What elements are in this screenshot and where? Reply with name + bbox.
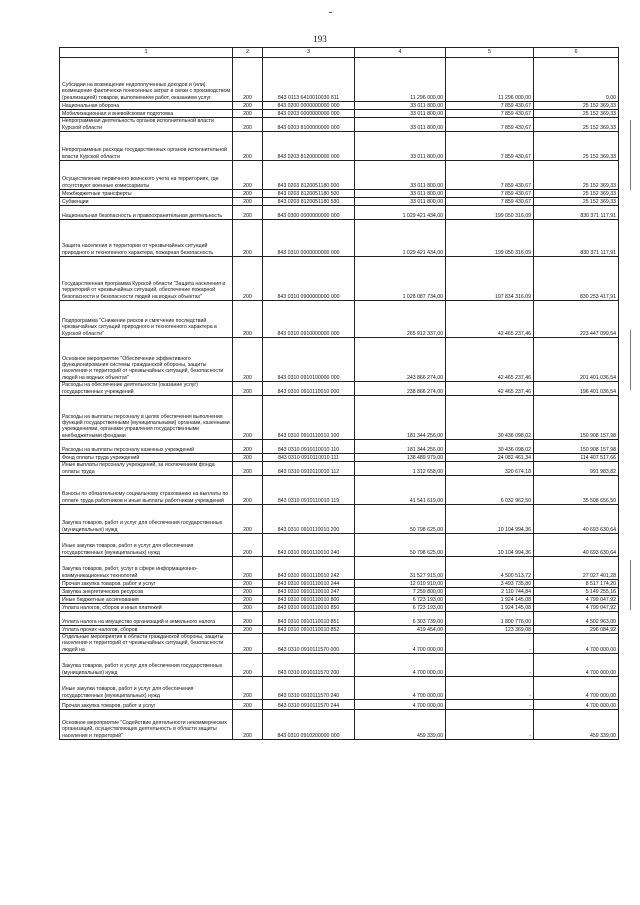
- row-approved-amount: 4 700 000,00: [355, 700, 446, 710]
- row-budget-code: 843 0300 0000000000 000: [263, 206, 355, 220]
- table-row: [60, 677, 619, 700]
- col-header: 6: [534, 48, 619, 58]
- row-remaining-amount: 150 908 157,98: [534, 440, 619, 454]
- col-header: 5: [446, 48, 534, 58]
- row-approved-amount: 238 866 274,00: [355, 382, 446, 396]
- row-approved-amount: 1 312 658,00: [355, 462, 446, 476]
- row-name: Основное мероприятие "Содействие деятельности некоммерческих организаций, осуществляющих деятельность в области защиты населения и территорий": [60, 710, 233, 740]
- row-remaining-amount: 25 152 369,33: [534, 161, 619, 190]
- row-name: Непрограммная деятельность органов исполнительной власти Курской области: [60, 118, 233, 132]
- row-remaining-amount: 35 508 656,50: [534, 476, 619, 505]
- row-admin-code: 200: [233, 396, 263, 440]
- row-approved-amount: 6 723 193,00: [355, 604, 446, 612]
- row-admin-code: 200: [233, 604, 263, 612]
- row-executed-amount: 2 110 744,84: [446, 588, 534, 596]
- row-name: Закупка товаров, работ и услуг для обеспечения государственных (муниципальных) нужд: [60, 505, 233, 534]
- row-remaining-amount: 27 027 401,28: [534, 557, 619, 580]
- row-approved-amount: 33 011 800,00: [355, 102, 446, 110]
- row-remaining-amount: 25 152 369,33: [534, 198, 619, 206]
- row-name: Иные выплаты персоналу учреждений, за исключением фонда оплаты труда: [60, 462, 233, 476]
- row-admin-code: 200: [233, 505, 263, 534]
- row-budget-code: 843 0310 0910110010 200: [263, 505, 355, 534]
- row-admin-code: 200: [233, 612, 263, 626]
- row-name: Закупка товаров, работ, услуг в сфере информационно-коммуникационных технологий: [60, 557, 233, 580]
- row-remaining-amount: 8 517 174,20: [534, 580, 619, 588]
- row-budget-code: 843 0310 0910110010 800: [263, 596, 355, 604]
- row-remaining-amount: 4 700 000,00: [534, 700, 619, 710]
- row-executed-amount: 197 834 316,09: [446, 257, 534, 301]
- row-budget-code: 843 0310 0910110010 119: [263, 476, 355, 505]
- table-row: [60, 220, 619, 257]
- row-admin-code: 200: [233, 534, 263, 557]
- row-remaining-amount: 25 152 369,33: [534, 132, 619, 161]
- table-row: [60, 396, 619, 440]
- col-header: 4: [355, 48, 446, 58]
- row-budget-code: 843 0310 0910110010 242: [263, 557, 355, 580]
- row-executed-amount: 199 050 316,09: [446, 220, 534, 257]
- row-budget-code: 843 0310 0910111570 240: [263, 677, 355, 700]
- row-budget-code: 843 0310 0910110010 850: [263, 604, 355, 612]
- row-name: Межбюджетные трансферты: [60, 190, 233, 198]
- row-name: Взносы по обязательному социальному страхованию на выплаты по оплате труда работников и иные выплаты работникам учреждений: [60, 476, 233, 505]
- row-budget-code: 843 0200 0000000000 000: [263, 102, 355, 110]
- row-approved-amount: 31 527 915,00: [355, 557, 446, 580]
- row-name: Иные закупки товаров, работ и услуг для обеспечения государственных (муниципальных) нужд: [60, 534, 233, 557]
- row-approved-amount: 33 011 800,00: [355, 110, 446, 118]
- row-approved-amount: 4 700 000,00: [355, 677, 446, 700]
- row-executed-amount: 7 859 430,67: [446, 110, 534, 118]
- row-budget-code: 843 0310 0910111570 244: [263, 700, 355, 710]
- row-budget-code: 843 0203 8120051180 500: [263, 190, 355, 198]
- row-remaining-amount: 25 152 369,33: [534, 102, 619, 110]
- table-row: [60, 301, 619, 338]
- row-approved-amount: 12 010 910,00: [355, 580, 446, 588]
- row-budget-code: 843 0310 0000000000 000: [263, 220, 355, 257]
- table-row: [60, 454, 619, 462]
- row-executed-amount: 11 296 000,00: [446, 58, 534, 102]
- row-name: Субсидии на возмещение недополученных доходов и (или) возмещение фактически понесенных затрат в связи с производством (реализацией) товаров, выполнением работ, оказанием услуг: [60, 58, 233, 102]
- table-row: [60, 190, 619, 198]
- row-name: Защита населения и территории от чрезвычайных ситуаций природного и техногенного характера, пожарная безопасность: [60, 220, 233, 257]
- table-row: [60, 102, 619, 110]
- table-row: [60, 382, 619, 396]
- row-executed-amount: 42 465 237,46: [446, 382, 534, 396]
- row-approved-amount: 459 339,00: [355, 710, 446, 740]
- row-remaining-amount: 4 700 000,00: [534, 654, 619, 677]
- table-row: [60, 198, 619, 206]
- row-approved-amount: 11 296 000,00: [355, 58, 446, 102]
- row-admin-code: 200: [233, 634, 263, 654]
- row-admin-code: 200: [233, 132, 263, 161]
- row-remaining-amount: 40 693 630,64: [534, 505, 619, 534]
- row-budget-code: 843 0310 0910110010 244: [263, 580, 355, 588]
- row-executed-amount: 1 924 145,08: [446, 604, 534, 612]
- row-name: Осуществление первичного воинского учета на территориях, где отсутствуют военные комиссариаты: [60, 161, 233, 190]
- row-name: Подпрограмма "Снижение рисков и смягчение последствий чрезвычайных ситуаций природного и техногенного характера в Курской области": [60, 301, 233, 338]
- table-row: [60, 604, 619, 612]
- table-row: [60, 626, 619, 634]
- row-budget-code: 843 0310 0910200000 000: [263, 710, 355, 740]
- row-budget-code: 843 0310 0910110010 100: [263, 396, 355, 440]
- row-admin-code: 200: [233, 476, 263, 505]
- row-remaining-amount: 0,00: [534, 58, 619, 102]
- table-row: [60, 118, 619, 132]
- col-header: 2: [233, 48, 263, 58]
- row-budget-code: 843 0310 0910000000 000: [263, 301, 355, 338]
- row-budget-code: 843 0310 0910110010 111: [263, 454, 355, 462]
- row-name: Расходы на обеспечение деятельности (оказание услуг) государственных учреждений: [60, 382, 233, 396]
- row-approved-amount: 6 303 739,00: [355, 612, 446, 626]
- row-name: Основное мероприятие "Обеспечение эффективного функционирования системы гражданской обороны, защиты населения и территорий от чрезвычайных ситуаций, безопасности людей на водных объектах": [60, 338, 233, 382]
- row-budget-code: 843 0310 0910111570 200: [263, 654, 355, 677]
- row-remaining-amount: 40 693 630,64: [534, 534, 619, 557]
- row-approved-amount: 138 489 979,00: [355, 454, 446, 462]
- col-header: 1: [60, 48, 233, 58]
- row-approved-amount: 6 723 193,00: [355, 596, 446, 604]
- row-executed-amount: 24 082 461,34: [446, 454, 534, 462]
- row-admin-code: 200: [233, 440, 263, 454]
- row-budget-code: 843 0310 0900000000 000: [263, 257, 355, 301]
- scan-mark: [329, 12, 332, 13]
- row-budget-code: 843 0310 0910111570 000: [263, 634, 355, 654]
- row-executed-amount: 7 859 430,67: [446, 198, 534, 206]
- row-executed-amount: 7 859 430,67: [446, 161, 534, 190]
- row-admin-code: 200: [233, 161, 263, 190]
- row-remaining-amount: 830 253 417,91: [534, 257, 619, 301]
- row-budget-code: 843 0113 6410010030 811: [263, 58, 355, 102]
- row-executed-amount: 42 465 237,46: [446, 301, 534, 338]
- row-remaining-amount: 5 149 255,16: [534, 588, 619, 596]
- row-budget-code: 843 0203 8120051180 530: [263, 198, 355, 206]
- row-admin-code: 200: [233, 257, 263, 301]
- row-admin-code: 200: [233, 710, 263, 740]
- table-row: [60, 534, 619, 557]
- row-approved-amount: 243 866 274,00: [355, 338, 446, 382]
- row-budget-code: 843 0310 0910110010 852: [263, 626, 355, 634]
- row-remaining-amount: 201 401 036,54: [534, 338, 619, 382]
- row-executed-amount: 4 500 513,72: [446, 557, 534, 580]
- row-approved-amount: 33 011 800,00: [355, 161, 446, 190]
- page-number: 193: [313, 34, 327, 44]
- row-remaining-amount: 25 152 369,33: [534, 118, 619, 132]
- row-name: Национальная безопасность и правоохранительная деятельность: [60, 206, 233, 220]
- table-row: [60, 580, 619, 588]
- row-budget-code: 843 0310 0910110010 000: [263, 382, 355, 396]
- row-admin-code: 200: [233, 220, 263, 257]
- row-budget-code: 843 0203 8100000000 000: [263, 118, 355, 132]
- row-name: Уплата налогов, сборов и иных платежей: [60, 604, 233, 612]
- table-row: [60, 462, 619, 476]
- row-name: Иные бюджетные ассигнования: [60, 596, 233, 604]
- row-name: Отдельные мероприятия в области гражданской обороны, защиты населения и территорий от чрезвычайных ситуаций, безопасности людей на: [60, 634, 233, 654]
- row-admin-code: 200: [233, 596, 263, 604]
- row-approved-amount: 50 798 625,00: [355, 505, 446, 534]
- row-name: Фонд оплаты труда учреждений: [60, 454, 233, 462]
- row-remaining-amount: 4 799 047,92: [534, 596, 619, 604]
- row-budget-code: 843 0310 0910110010 110: [263, 440, 355, 454]
- row-admin-code: 200: [233, 382, 263, 396]
- row-admin-code: 200: [233, 301, 263, 338]
- row-approved-amount: 4 700 000,00: [355, 634, 446, 654]
- row-executed-amount: 7 859 430,67: [446, 132, 534, 161]
- row-executed-amount: 42 465 237,46: [446, 338, 534, 382]
- scan-mark: [630, 120, 631, 190]
- row-remaining-amount: 25 152 369,33: [534, 110, 619, 118]
- row-budget-code: 843 0310 0910110010 247: [263, 588, 355, 596]
- row-budget-code: 843 0203 8120051180 000: [263, 161, 355, 190]
- row-approved-amount: 41 541 619,00: [355, 476, 446, 505]
- table-row: [60, 654, 619, 677]
- row-remaining-amount: 459 339,00: [534, 710, 619, 740]
- row-admin-code: 200: [233, 677, 263, 700]
- row-approved-amount: 1 028 087 734,00: [355, 257, 446, 301]
- table-row: [60, 476, 619, 505]
- row-name: Мобилизационная и вневойсковая подготовка: [60, 110, 233, 118]
- table-row: [60, 710, 619, 740]
- row-approved-amount: 181 344 256,00: [355, 440, 446, 454]
- row-approved-amount: 4 700 000,00: [355, 654, 446, 677]
- row-admin-code: 200: [233, 102, 263, 110]
- row-remaining-amount: 830 371 117,91: [534, 220, 619, 257]
- table-row: [60, 257, 619, 301]
- row-budget-code: 843 0310 0910110010 851: [263, 612, 355, 626]
- row-executed-amount: 320 674,18: [446, 462, 534, 476]
- row-name: Расходы на выплаты персоналу казенных учреждений: [60, 440, 233, 454]
- row-executed-amount: 123 369,08: [446, 626, 534, 634]
- row-remaining-amount: 150 908 157,98: [534, 396, 619, 440]
- row-budget-code: 843 0310 0910100000 000: [263, 338, 355, 382]
- row-budget-code: 843 0203 8120000000 000: [263, 132, 355, 161]
- row-remaining-amount: 25 152 369,33: [534, 190, 619, 198]
- row-name: Иные закупки товаров, работ и услуг для обеспечения государственных (муниципальных) нужд: [60, 677, 233, 700]
- row-approved-amount: 181 344 256,00: [355, 396, 446, 440]
- row-admin-code: 200: [233, 626, 263, 634]
- row-approved-amount: 33 011 800,00: [355, 118, 446, 132]
- row-executed-amount: 10 104 994,36: [446, 534, 534, 557]
- row-remaining-amount: 4 700 000,00: [534, 677, 619, 700]
- row-approved-amount: 265 912 337,00: [355, 301, 446, 338]
- row-name: Прочая закупка товаров, работ и услуг: [60, 700, 233, 710]
- scan-mark: [630, 560, 631, 610]
- row-executed-amount: -: [446, 677, 534, 700]
- row-executed-amount: -: [446, 654, 534, 677]
- row-name: Закупка товаров, работ и услуг для обеспечения государственных (муниципальных) нужд: [60, 654, 233, 677]
- row-executed-amount: 30 436 098,02: [446, 396, 534, 440]
- row-name: Непрограммные расходы государственных органов исполнительной власти Курской области: [60, 132, 233, 161]
- row-name: Расходы на выплаты персоналу в целях обеспечения выполнения функций государственными (муниципальными) органами, казенными учреждениями, органами управления государственными внебюджетными фондами: [60, 396, 233, 440]
- row-budget-code: 843 0203 0000000000 000: [263, 110, 355, 118]
- table-row: [60, 440, 619, 454]
- row-executed-amount: 3 493 735,80: [446, 580, 534, 588]
- row-admin-code: 200: [233, 118, 263, 132]
- row-executed-amount: 30 436 098,02: [446, 440, 534, 454]
- table-row: [60, 206, 619, 220]
- scan-mark: [630, 330, 631, 390]
- row-approved-amount: 419 454,00: [355, 626, 446, 634]
- row-remaining-amount: 114 407 517,66: [534, 454, 619, 462]
- table-row: [60, 338, 619, 382]
- table-row: [60, 110, 619, 118]
- table-row: [60, 132, 619, 161]
- row-remaining-amount: 4 799 047,92: [534, 604, 619, 612]
- row-admin-code: 200: [233, 198, 263, 206]
- row-approved-amount: 7 259 800,00: [355, 588, 446, 596]
- row-name: Субвенции: [60, 198, 233, 206]
- col-header: 3: [263, 48, 355, 58]
- row-admin-code: 200: [233, 588, 263, 596]
- table-body: [60, 58, 619, 740]
- row-remaining-amount: 296 084,92: [534, 626, 619, 634]
- row-approved-amount: 33 011 800,00: [355, 190, 446, 198]
- budget-table: [59, 47, 619, 740]
- row-admin-code: 200: [233, 654, 263, 677]
- row-remaining-amount: 4 502 963,00: [534, 612, 619, 626]
- table-row: [60, 588, 619, 596]
- table-row: [60, 634, 619, 654]
- row-admin-code: 200: [233, 206, 263, 220]
- row-executed-amount: -: [446, 710, 534, 740]
- row-approved-amount: 50 798 625,00: [355, 534, 446, 557]
- row-approved-amount: 33 011 800,00: [355, 198, 446, 206]
- table-row: [60, 612, 619, 626]
- row-name: Уплата налога на имущество организаций и земельного налога: [60, 612, 233, 626]
- row-remaining-amount: 223 447 099,54: [534, 301, 619, 338]
- table-header-row: [60, 48, 619, 58]
- row-remaining-amount: 830 371 117,91: [534, 206, 619, 220]
- table-row: [60, 700, 619, 710]
- row-executed-amount: 10 104 994,36: [446, 505, 534, 534]
- row-remaining-amount: 4 700 000,00: [534, 634, 619, 654]
- row-name: Закупка энергетических ресурсов: [60, 588, 233, 596]
- table-row: [60, 596, 619, 604]
- row-executed-amount: 7 859 430,67: [446, 118, 534, 132]
- table-row: [60, 557, 619, 580]
- row-executed-amount: 6 032 962,50: [446, 476, 534, 505]
- row-admin-code: 200: [233, 338, 263, 382]
- row-executed-amount: 7 859 430,67: [446, 190, 534, 198]
- row-approved-amount: 1 029 421 434,00: [355, 220, 446, 257]
- row-budget-code: 843 0310 0910110010 112: [263, 462, 355, 476]
- row-admin-code: 200: [233, 190, 263, 198]
- row-admin-code: 200: [233, 454, 263, 462]
- row-remaining-amount: 991 983,82: [534, 462, 619, 476]
- row-approved-amount: 1 029 421 434,00: [355, 206, 446, 220]
- row-name: Прочая закупка товаров, работ и услуг: [60, 580, 233, 588]
- row-executed-amount: 199 050 316,09: [446, 206, 534, 220]
- table-row: [60, 58, 619, 102]
- row-remaining-amount: 196 401 036,54: [534, 382, 619, 396]
- row-executed-amount: 7 859 430,67: [446, 102, 534, 110]
- row-approved-amount: 33 011 800,00: [355, 132, 446, 161]
- row-executed-amount: 1 924 145,08: [446, 596, 534, 604]
- row-admin-code: 200: [233, 110, 263, 118]
- row-admin-code: 200: [233, 700, 263, 710]
- row-name: Государственная программа Курской области "Защита населения и территорий от чрезвычайных ситуаций, обеспечение пожарной безопасности и безопасности людей на водных объектах": [60, 257, 233, 301]
- row-budget-code: 843 0310 0910110010 240: [263, 534, 355, 557]
- row-executed-amount: -: [446, 634, 534, 654]
- table-row: [60, 505, 619, 534]
- table-row: [60, 161, 619, 190]
- row-executed-amount: -: [446, 700, 534, 710]
- row-admin-code: 200: [233, 58, 263, 102]
- row-admin-code: 200: [233, 557, 263, 580]
- row-name: Уплата прочих налогов, сборов: [60, 626, 233, 634]
- row-executed-amount: 1 800 776,00: [446, 612, 534, 626]
- row-name: Национальная оборона: [60, 102, 233, 110]
- row-admin-code: 200: [233, 580, 263, 588]
- row-admin-code: 200: [233, 462, 263, 476]
